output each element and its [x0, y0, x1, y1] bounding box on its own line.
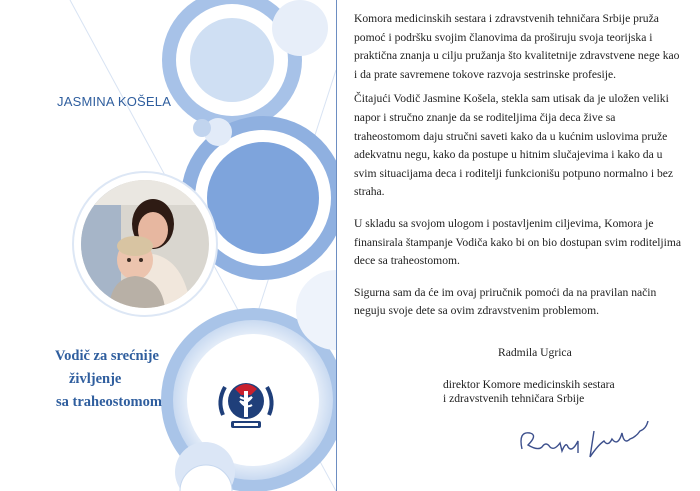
nursing-chamber-logo — [211, 371, 281, 441]
letter-paragraph: U skladu sa svojom ulogom i postavljenim ciljevima, Komora je finansirala štampanje Vodiča kako bi on bio dostupan svim roditeljima dece sa traheostomom. — [354, 216, 682, 268]
letter-paragraph: Čitajući Vodič Jasmine Košela, stekla sam utisak da je uložen veliki napor i stručno znanje da se roditeljima čija deca žive sa traheostomom daju stručni saveti kako da u kućnim uslovima pruže adekvatnu negu, kako da postupe u hitnim slučajevima i kako da u svim situacijama deca i roditelji funkcionišu potpuno normalno i bez straha. — [354, 92, 674, 199]
signer-title-line: direktor Komore medicinskih sestara — [443, 378, 615, 391]
handwritten-signature — [508, 401, 668, 471]
letter-body — [354, 10, 684, 334]
cover-title-line: sa traheostomom — [56, 394, 162, 410]
cover-title — [55, 345, 215, 414]
page-divider — [336, 0, 337, 491]
cover-title-line: življenje — [69, 371, 122, 387]
signer-name: Radmila Ugrica — [498, 346, 572, 359]
letter-paragraph: Sigurna sam da će im ovaj priručnik pomoći da na pravilan način neguju svoje dete sa ovim zdravstvenim problemom. — [354, 285, 657, 318]
cover-title-line: Vodič za srećnije — [55, 348, 159, 364]
author-name: JASMINA KOŠELA — [57, 94, 172, 109]
cover-page — [0, 0, 336, 491]
signer-title-line: i zdravstvenih tehničara Srbije — [443, 392, 585, 405]
letter-paragraph: Komora medicinskih sestara i zdravstvenih tehničara Srbije pruža pomoć i podršku svojim članovima da proširuju svoja teorijska i praktična znanja u cilju pružanja što kvalitetnije zdravstvene nege kao i da prate savremene tokove razvoja sestrinske profesije. — [354, 12, 680, 81]
mother-and-child-photo — [81, 180, 209, 308]
